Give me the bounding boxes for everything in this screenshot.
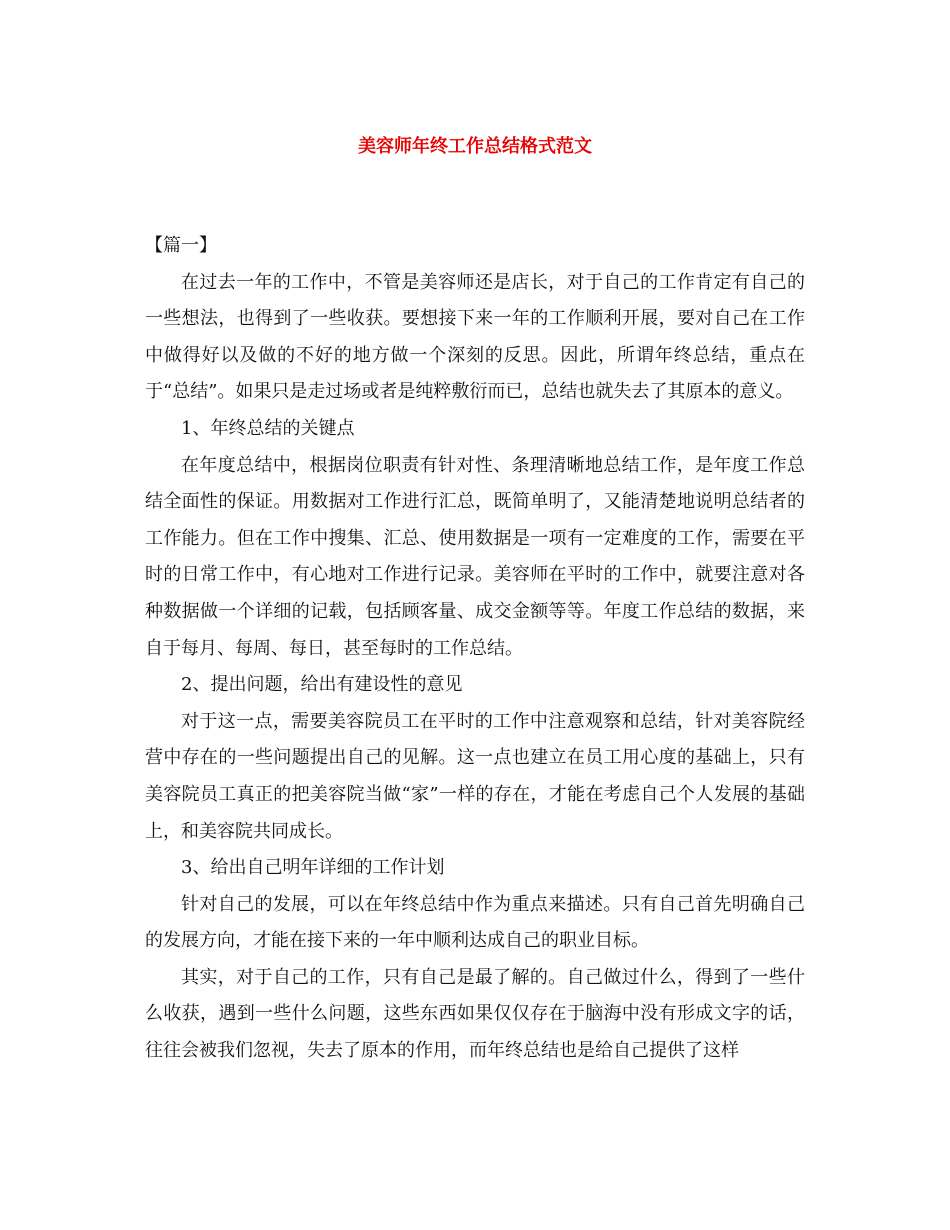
paragraph-work-plan: 针对自己的发展，可以在年终总结中作为重点来描述。只有自己首先明确自己的发展方向，才能在接下来的一年中顺利达成自己的职业目标。 [145,893,805,952]
paragraph-conclusion: 其实，对于自己的工作，只有自己是最了解的。自己做过什么，得到了一些什么收获，遇到一些什么问题，这些东西如果仅仅存在于脑海中没有形成文字的话，往往会被我们忽视，失去了原本的作用，而年终总结也是给自己提供了这样 [145,966,805,1062]
paragraph-raise-issues: 对于这一点，需要美容院员工在平时的工作中注意观察和总结，针对美容院经营中存在的一些问题提出自己的见解。这一点也建立在员工用心度的基础上，只有美容院员工真正的把美容院当做“家”一样的存在，才能在考虑自己个人发展的基础上，和美容院共同成长。 [145,710,805,842]
paragraph-key-points: 在年度总结中，根据岗位职责有针对性、条理清晰地总结工作，是年度工作总结全面性的保证。用数据对工作进行汇总，既简单明了，又能清楚地说明总结者的工作能力。但在工作中搜集、汇总、使用数据是一项有一定难度的工作，需要在平时的日常工作中，有心地对工作进行记录。美容师在平时的工作中，就要注意对各种数据做一个详细的记载，包括顾客量、成交金额等等。年度工作总结的数据，来自于每月、每周、每日，甚至每时的工作总结。 [145,454,805,659]
section-label: 【篇一】 [145,235,217,256]
document-title: 美容师年终工作总结格式范文 [358,136,592,157]
heading-raise-issues: 2、提出问题，给出有建设性的意见 [181,674,463,696]
document-body [145,228,805,1070]
paragraph-intro: 在过去一年的工作中，不管是美容师还是店长，对于自己的工作肯定有自己的一些想法，也得到了一些收获。要想接下来一年的工作顺利开展，要对自己在工作中做得好以及做的不好的地方做一个深刻的反思。因此，所谓年终总结，重点在于“总结”。如果只是走过场或者是纯粹敷衍而已，总结也就失去了其原本的意义。 [145,271,805,403]
heading-key-points: 1、年终总结的关键点 [181,417,355,439]
heading-work-plan: 3、给出自己明年详细的工作计划 [181,857,445,879]
